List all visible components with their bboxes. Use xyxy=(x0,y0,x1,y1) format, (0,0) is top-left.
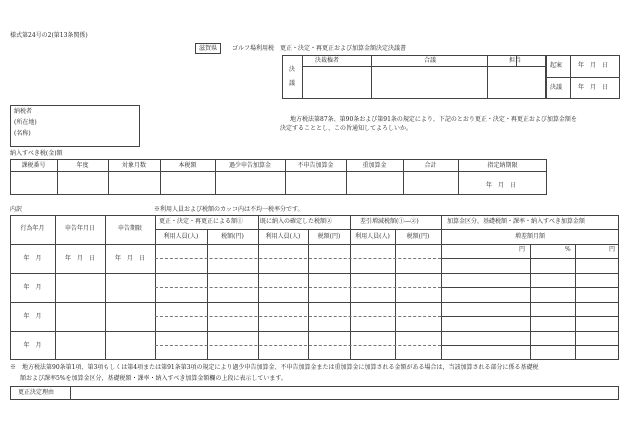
tax-due-header-months: 対象月数 xyxy=(121,162,146,169)
detail-increase-label: 増差額月額 xyxy=(514,233,545,240)
prefecture-stamp: 滋賀県 xyxy=(199,45,218,52)
row1-period: 年 月 xyxy=(23,255,42,262)
approval-side-label-1: 決 xyxy=(289,66,296,73)
detail-sub-users-1: 利用人員(人) xyxy=(163,233,199,240)
detail-note: ※利用人員および税額のカッコ内は不均一税率分です。 xyxy=(154,206,304,213)
notice-text-line-1: 地方税法第87条、第90条および第91条の規定により、下記のとおり更正・決定・再更正および加算金額を xyxy=(290,116,577,123)
detail-sub-tax-3: 税額(円) xyxy=(406,233,430,240)
draft-date-label: 起案 xyxy=(550,62,563,69)
document-title: ゴルフ場利用税 更正・決定・再更正および加算金額決定決議書 xyxy=(232,45,407,52)
tax-due-header-heavy-penalty: 重加算金 xyxy=(362,162,387,169)
detail-col-filed-date: 申告年月日 xyxy=(64,225,95,232)
draft-date: 年 月 日 xyxy=(578,62,609,69)
decision-date: 年 月 日 xyxy=(578,84,609,91)
approver-header: 決裁権者 xyxy=(315,57,340,64)
tax-due-header-underreport-penalty: 過少申告加算金 xyxy=(228,162,271,169)
reason-label: 更正決定理由 xyxy=(18,389,55,396)
unit-yen-mark-2: 円 xyxy=(609,246,616,253)
approval-side-label-2: 議 xyxy=(289,80,296,87)
tax-due-heading: 納入すべき税(金)額 xyxy=(10,150,63,157)
tax-due-header-principal: 本税額 xyxy=(178,162,197,169)
notice-text-line-2: 決定することとし、この旨通知してよろしいか。 xyxy=(280,125,413,132)
tax-due-header-total: 合計 xyxy=(424,162,437,169)
unit-yen-mark: 円 xyxy=(519,246,526,253)
consultation-header: 合議 xyxy=(424,57,437,64)
tax-due-header-year: 年度 xyxy=(76,162,89,169)
taxpayer-name-label: (名称) xyxy=(14,130,31,137)
decision-date-label: 決議 xyxy=(550,84,563,91)
row2-period: 年 月 xyxy=(23,284,42,291)
detail-group-1: 更正・決定・再更正による額① xyxy=(159,218,244,225)
taxpayer-label: 納税者 xyxy=(14,108,33,115)
detail-col-deadline: 申告期限 xyxy=(117,225,142,232)
unit-percent-mark: % xyxy=(565,246,571,253)
detail-sub-users-3: 利用人員(人) xyxy=(355,233,390,240)
tax-due-deadline-date: 年 月 日 xyxy=(486,182,517,189)
taxpayer-address-label: (所在地) xyxy=(14,119,37,126)
detail-group-4: 加算金区分，基礎税額・課率・納入すべき加算金額 xyxy=(447,218,585,225)
footnote-line-1: ※ 地方税法第90条第1項、第3項もしくは第4項または第91条第3項の規定により過少申告加算金、不申告加算金または重加算金に加算される金額がある場合は，当該加算される部分に係る基礎税 xyxy=(10,364,539,371)
detail-group-3: 差引増減税額(①―②) xyxy=(360,218,419,225)
detail-sub-tax-2: 税額(円) xyxy=(317,233,341,240)
tax-due-header-nonfiling-penalty: 不申告加算金 xyxy=(297,162,334,169)
row4-period: 年 月 xyxy=(23,342,42,349)
detail-sub-tax-1: 税額(円) xyxy=(221,233,244,240)
row1-deadline: 年 月 日 xyxy=(114,255,145,262)
detail-heading: 内訳 xyxy=(10,206,23,213)
tax-due-header-tax-number: 課税番号 xyxy=(21,162,46,169)
detail-group-2: 既に納入の確定した税額② xyxy=(260,218,333,225)
reason-box xyxy=(10,386,619,400)
form-number: 様式第24号の2(第13条関係) xyxy=(10,32,88,39)
tax-due-header-deadline: 指定納期限 xyxy=(487,162,518,169)
footnote-line-2: 額および課率5%を加算金区分，基礎税額・課率・納入すべき加算金額欄の上段に表示しています。 xyxy=(20,375,287,382)
row3-period: 年 月 xyxy=(23,313,42,320)
staff-header: 担当 xyxy=(509,57,522,64)
detail-sub-users-2: 利用人員(人) xyxy=(265,233,301,240)
row1-filed-date: 年 月 日 xyxy=(64,255,95,262)
detail-col-period: 行為年月 xyxy=(20,225,45,232)
